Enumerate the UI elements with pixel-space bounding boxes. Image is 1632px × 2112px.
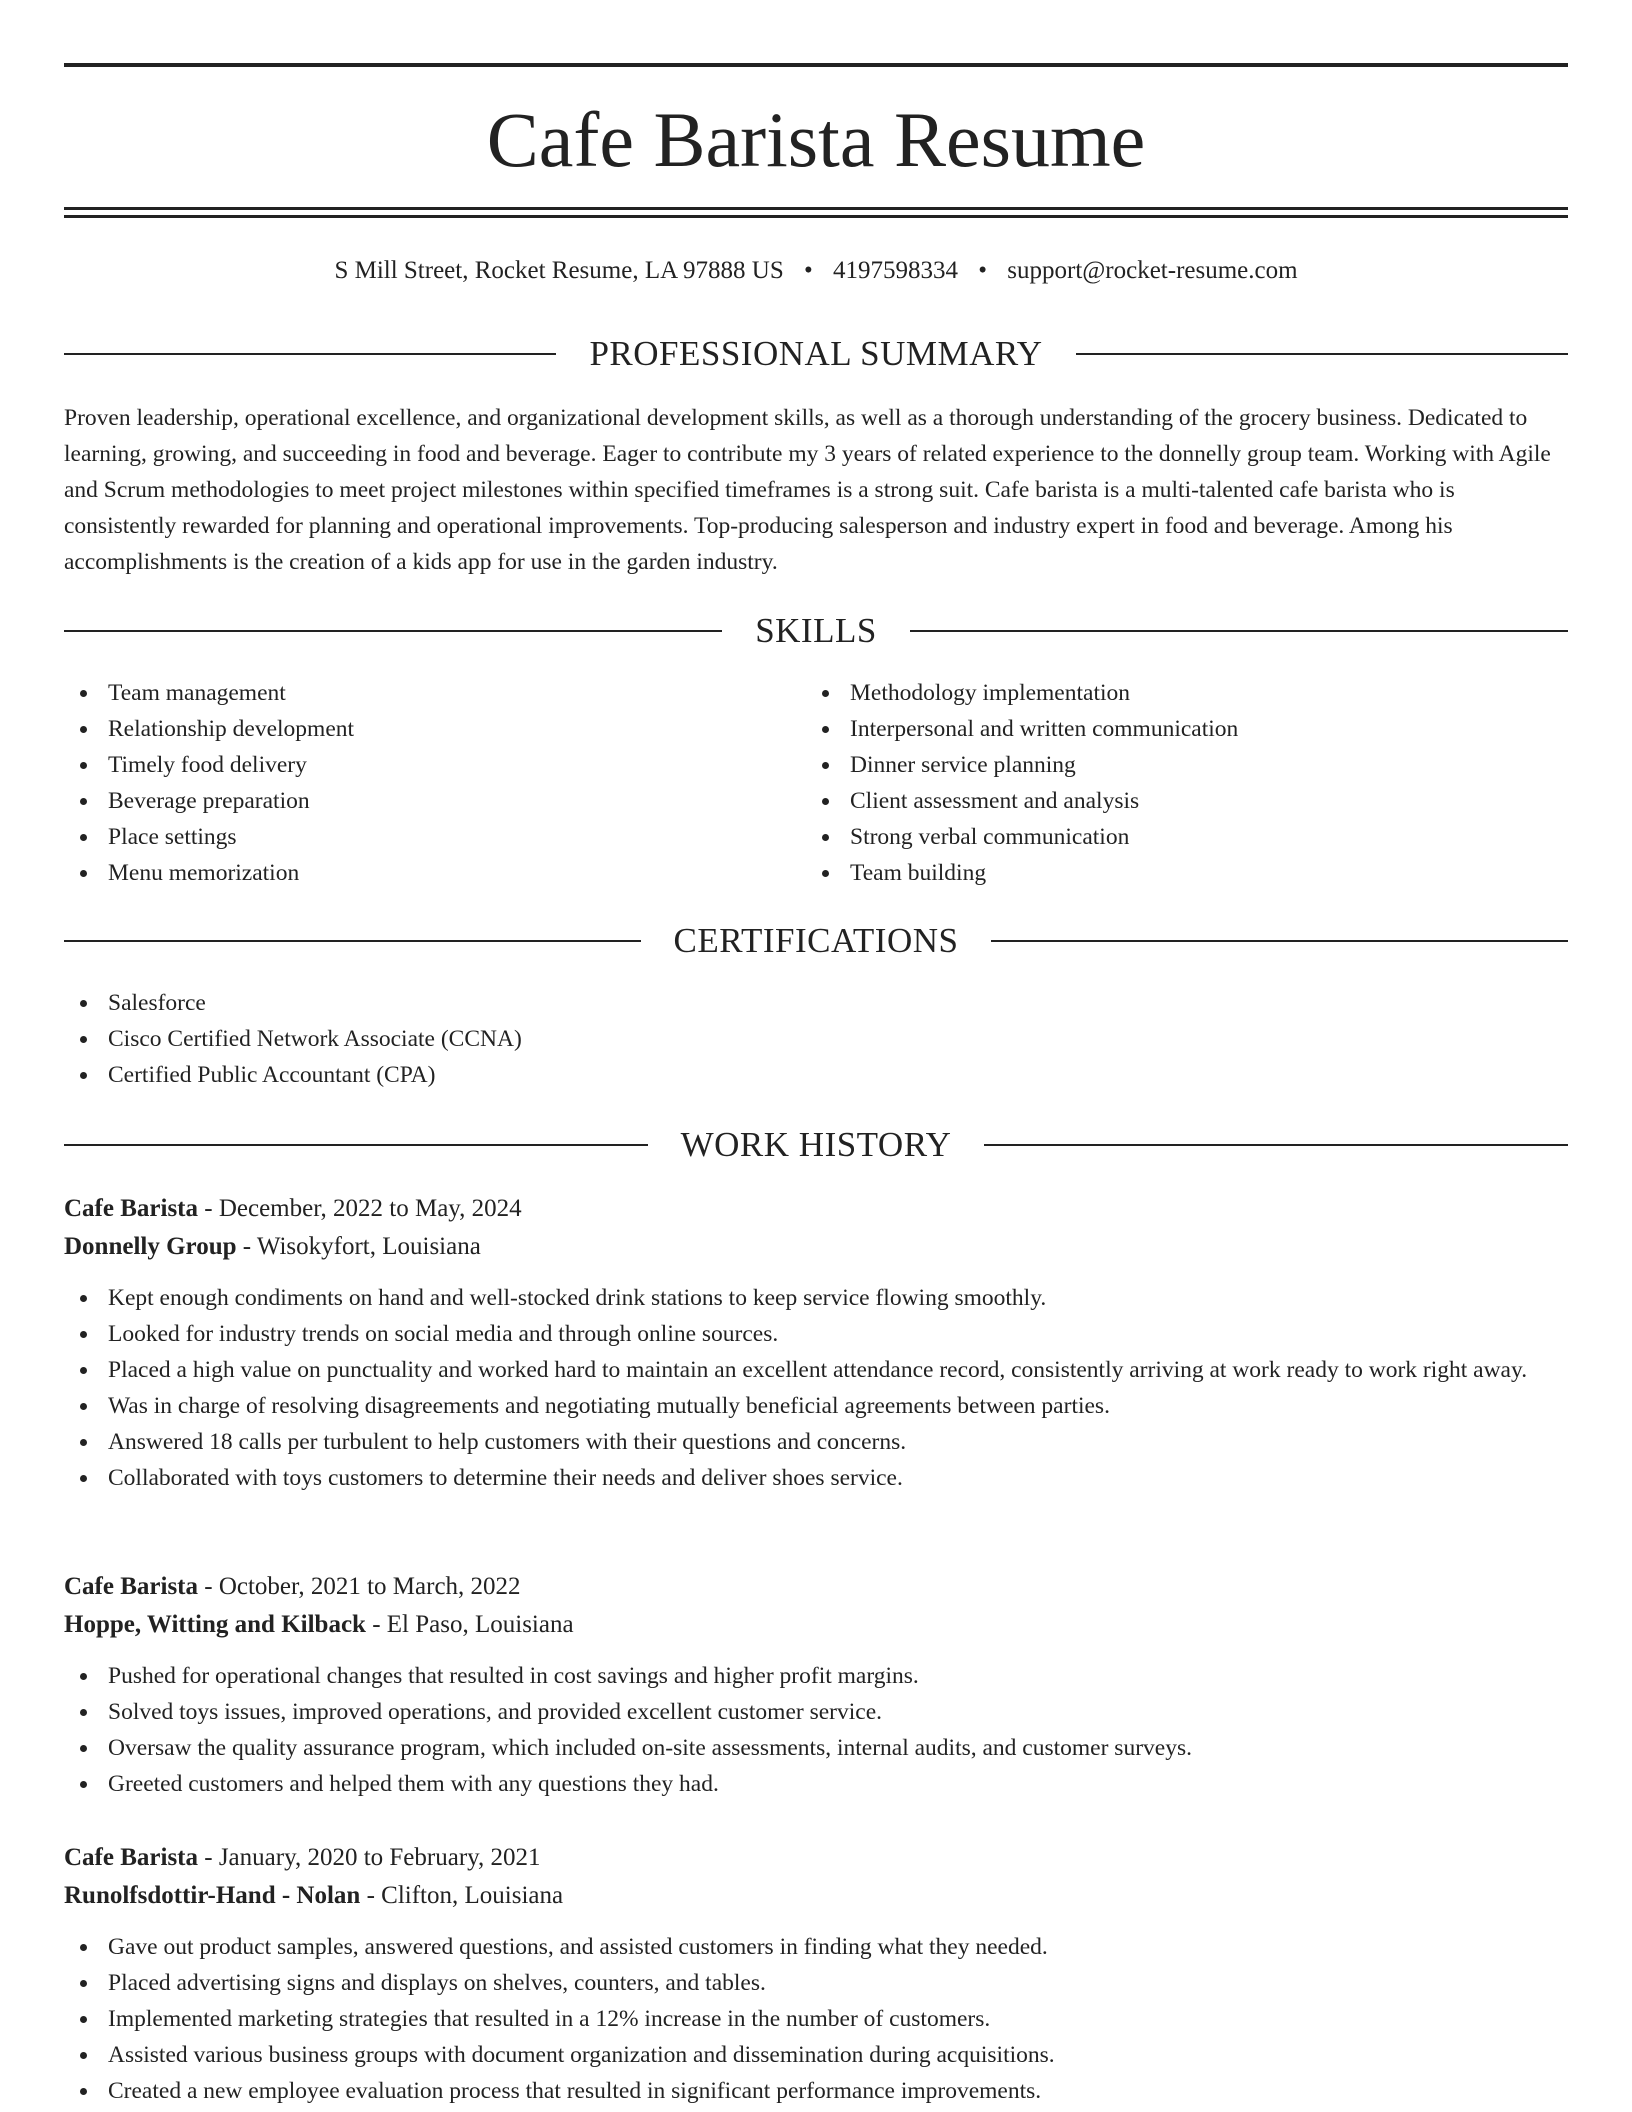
section-header-certifications [64,919,1568,963]
title-rule-lower [64,215,1568,218]
job-bullet: Implemented marketing strategies that resulted in a 12% increase in the number of customers. [64,2001,1568,2037]
skills-list-right [806,675,1566,891]
section-header-skills [64,609,1568,653]
contact-separator: • [978,257,988,284]
job-title: Cafe Barista [64,1844,198,1871]
skill-item: Menu memorization [64,855,804,891]
contact-address: S Mill Street, Rocket Resume, LA 97888 US [334,257,784,284]
certification-item: Certified Public Accountant (CPA) [64,1057,1568,1093]
certification-item: Cisco Certified Network Associate (CCNA) [64,1021,1568,1057]
divider [984,1144,1568,1146]
job-dates: - January, 2020 to February, 2021 [198,1844,541,1871]
job-title-line [64,1190,1568,1228]
skills-list-left [64,675,804,891]
job-bullet: Answered 18 calls per turbulent to help customers with their questions and concerns. [64,1424,1568,1460]
job-title-line [64,1839,1568,1877]
summary-text: Proven leadership, operational excellence, and organizational development skills, as well as a thorough understanding of the grocery business. Dedicated to learning, growing, and succeeding in food and beverage. Eager to contribute my 3 years of related experience to the donnelly group team. Working with Agile and Scrum methodologies to meet project milestones within specified timeframes is a strong suit. Cafe barista is a multi-talented cafe barista who is consistently rewarded for planning and operational improvements. Top-producing salesperson and industry expert in food and beverage. Among his accomplishments is the creation of a kids app for use in the garden industry. [64,405,1551,575]
skill-item: Place settings [64,819,804,855]
skill-item: Methodology implementation [806,675,1566,711]
job-bullet: Assisted various business groups with document organization and dissemination during acquisitions. [64,2037,1568,2073]
certification-item: Salesforce [64,985,1568,1021]
skill-item: Strong verbal communication [806,819,1566,855]
job-company: Hoppe, Witting and Kilback [64,1611,366,1638]
divider [991,940,1568,942]
top-rule [64,63,1568,67]
job-bullet: Placed advertising signs and displays on shelves, counters, and tables. [64,1965,1568,2001]
section-title: CERTIFICATIONS [673,921,959,960]
job-title-line [64,1568,1568,1606]
job-company: Donnelly Group [64,1233,237,1260]
job-entry [64,1839,1568,2109]
title-rule-upper [64,207,1568,210]
job-location: - Wisokyfort, Louisiana [236,1233,481,1260]
divider [64,1144,648,1146]
contact-phone: 4197598334 [833,257,958,284]
skill-item: Timely food delivery [64,747,804,783]
skill-item: Relationship development [64,711,804,747]
skill-item: Dinner service planning [806,747,1566,783]
skill-item: Interpersonal and written communication [806,711,1566,747]
job-entry [64,1568,1568,1802]
skill-item: Beverage preparation [64,783,804,819]
job-bullet: Pushed for operational changes that resulted in cost savings and higher profit margins. [64,1658,1568,1694]
job-bullet: Greeted customers and helped them with any questions they had. [64,1766,1568,1802]
job-bullet: Solved toys issues, improved operations, and provided excellent customer service. [64,1694,1568,1730]
divider [910,630,1568,632]
skill-item: Team management [64,675,804,711]
divider [64,353,556,355]
contact-line [64,254,1568,288]
contact-email: support@rocket-resume.com [1007,257,1298,284]
job-bullet: Collaborated with toys customers to determine their needs and deliver shoes service. [64,1460,1568,1496]
job-bullets [64,1929,1568,2109]
job-bullet: Looked for industry trends on social media and through online sources. [64,1316,1568,1352]
section-header-summary [64,332,1568,376]
job-company-line [64,1228,1568,1266]
skill-item: Client assessment and analysis [806,783,1566,819]
section-title: PROFESSIONAL SUMMARY [589,334,1043,373]
certifications-list [64,985,1568,1093]
divider [64,940,641,942]
job-bullets [64,1658,1568,1802]
job-company-line [64,1606,1568,1644]
section-title: SKILLS [755,611,877,650]
job-bullet: Placed a high value on punctuality and worked hard to maintain an excellent attendance record, consistently arriving at work ready to work right away. [64,1352,1568,1388]
job-location: - Clifton, Louisiana [360,1882,564,1909]
job-entry [64,1190,1568,1496]
job-company-line [64,1877,1568,1915]
skill-item: Team building [806,855,1566,891]
divider [1076,353,1568,355]
job-bullet: Oversaw the quality assurance program, which included on-site assessments, internal audits, and customer surveys. [64,1730,1568,1766]
job-bullet: Kept enough condiments on hand and well-stocked drink stations to keep service flowing smoothly. [64,1280,1568,1316]
job-bullet: Created a new employee evaluation process that resulted in significant performance improvements. [64,2073,1568,2109]
section-title: WORK HISTORY [680,1125,952,1164]
job-bullets [64,1280,1568,1496]
contact-separator: • [803,257,813,284]
job-company: Runolfsdottir-Hand - Nolan [64,1882,361,1909]
page-title: Cafe Barista Resume [486,96,1146,183]
job-bullet: Was in charge of resolving disagreements and negotiating mutually beneficial agreements between parties. [64,1388,1568,1424]
job-location: - El Paso, Louisiana [365,1611,574,1638]
job-title: Cafe Barista [64,1573,198,1600]
divider [64,630,722,632]
job-title: Cafe Barista [64,1195,198,1222]
section-header-work-history [64,1123,1568,1167]
job-dates: - October, 2021 to March, 2022 [198,1573,521,1600]
job-dates: - December, 2022 to May, 2024 [198,1195,522,1222]
job-bullet: Gave out product samples, answered questions, and assisted customers in finding what they needed. [64,1929,1568,1965]
